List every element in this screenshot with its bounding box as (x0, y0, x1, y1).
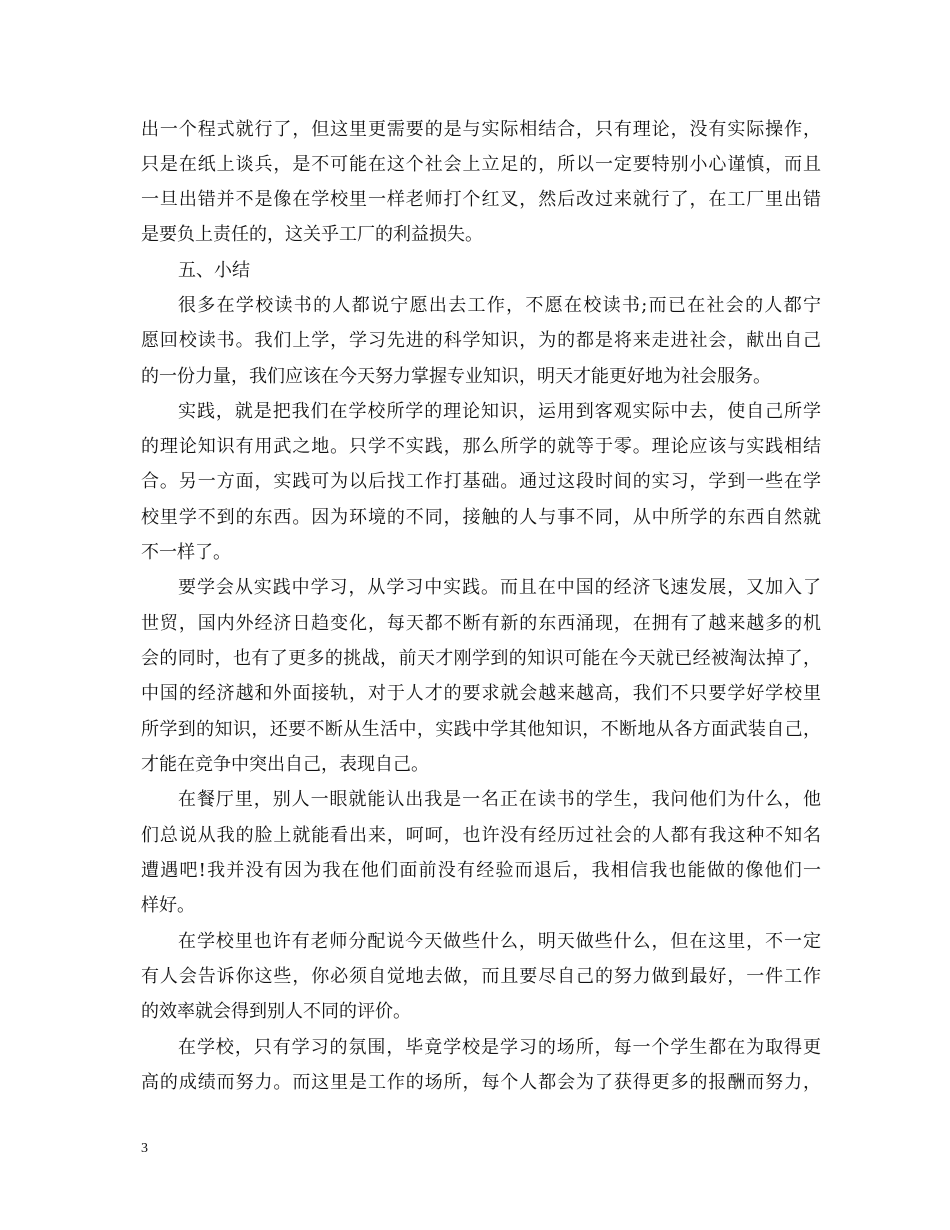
text-line: 校里学不到的东西。因为环境的不同，接触的人与事不同，从中所学的东西自然就 (141, 507, 821, 528)
text-line: 中国的经济越和外面接轨，对于人才的要求就会越来越高，我们不只要学好学校里 (141, 683, 821, 704)
text-line: 在学校，只有学习的氛围，毕竟学校是学习的场所，每一个学生都在为取得更 (178, 1037, 821, 1058)
text-line: 合。另一方面，实践可为以后找工作打基础。通过这段时间的实习，学到一些在学 (141, 471, 821, 492)
text-line: 样好。 (141, 895, 195, 916)
text-line: 在餐厅里，别人一眼就能认出我是一名正在读书的学生，我问他们为什么，他 (178, 789, 821, 810)
section-heading: 五、小结 (178, 260, 250, 281)
text-line: 是要负上责任的，这关乎工厂的利益损失。 (141, 224, 483, 245)
text-line: 会的同时，也有了更多的挑战，前天才刚学到的知识可能在今天就已经被淘汰掉了， (141, 648, 821, 669)
text-line: 们总说从我的脸上就能看出来，呵呵，也许没有经历过社会的人都有我这种不知名 (141, 825, 821, 846)
text-line: 很多在学校读书的人都说宁愿出去工作，不愿在校读书;而已在社会的人都宁 (178, 295, 821, 316)
text-line: 的理论知识有用武之地。只学不实践，那么所学的就等于零。理论应该与实践相结 (141, 436, 821, 457)
text-line: 有人会告诉你这些，你必须自觉地去做，而且要尽自己的努力做到最好，一件工作 (141, 966, 821, 987)
text-line: 一旦出错并不是像在学校里一样老师打个红叉，然后改过来就行了，在工厂里出错 (141, 189, 821, 210)
text-line: 要学会从实践中学习，从学习中实践。而且在中国的经济飞速发展，又加入了 (178, 577, 821, 598)
text-line: 在学校里也许有老师分配说今天做些什么，明天做些什么，但在这里，不一定 (178, 931, 821, 952)
text-line: 的效率就会得到别人不同的评价。 (141, 1001, 411, 1022)
text-line: 高的成绩而努力。而这里是工作的场所，每个人都会为了获得更多的报酬而努力， (141, 1072, 821, 1093)
text-line: 才能在竞争中突出自己，表现自己。 (141, 754, 429, 775)
page-number: 3 (141, 1141, 148, 1156)
text-line: 所学到的知识，还要不断从生活中，实践中学其他知识，不断地从各方面武装自己， (141, 719, 821, 740)
text-line: 实践，就是把我们在学校所学的理论知识，运用到客观实际中去，使自己所学 (178, 401, 821, 422)
text-line: 只是在纸上谈兵，是不可能在这个社会上立足的，所以一定要特别小心谨慎，而且 (141, 154, 821, 175)
text-line: 愿回校读书。我们上学，学习先进的科学知识，为的都是将来走进社会，献出自己 (141, 330, 821, 351)
text-line: 出一个程式就行了，但这里更需要的是与实际相结合，只有理论，没有实际操作， (141, 119, 821, 140)
text-line: 的一份力量，我们应该在今天努力掌握专业知识，明天才能更好地为社会服务。 (141, 366, 771, 387)
text-line: 遭遇吧!我并没有因为我在他们面前没有经验而退后，我相信我也能做的像他们一 (141, 860, 821, 881)
text-line: 世贸，国内外经济日趋变化，每天都不断有新的东西涌现，在拥有了越来越多的机 (141, 613, 821, 634)
text-line: 不一样了。 (141, 542, 231, 563)
